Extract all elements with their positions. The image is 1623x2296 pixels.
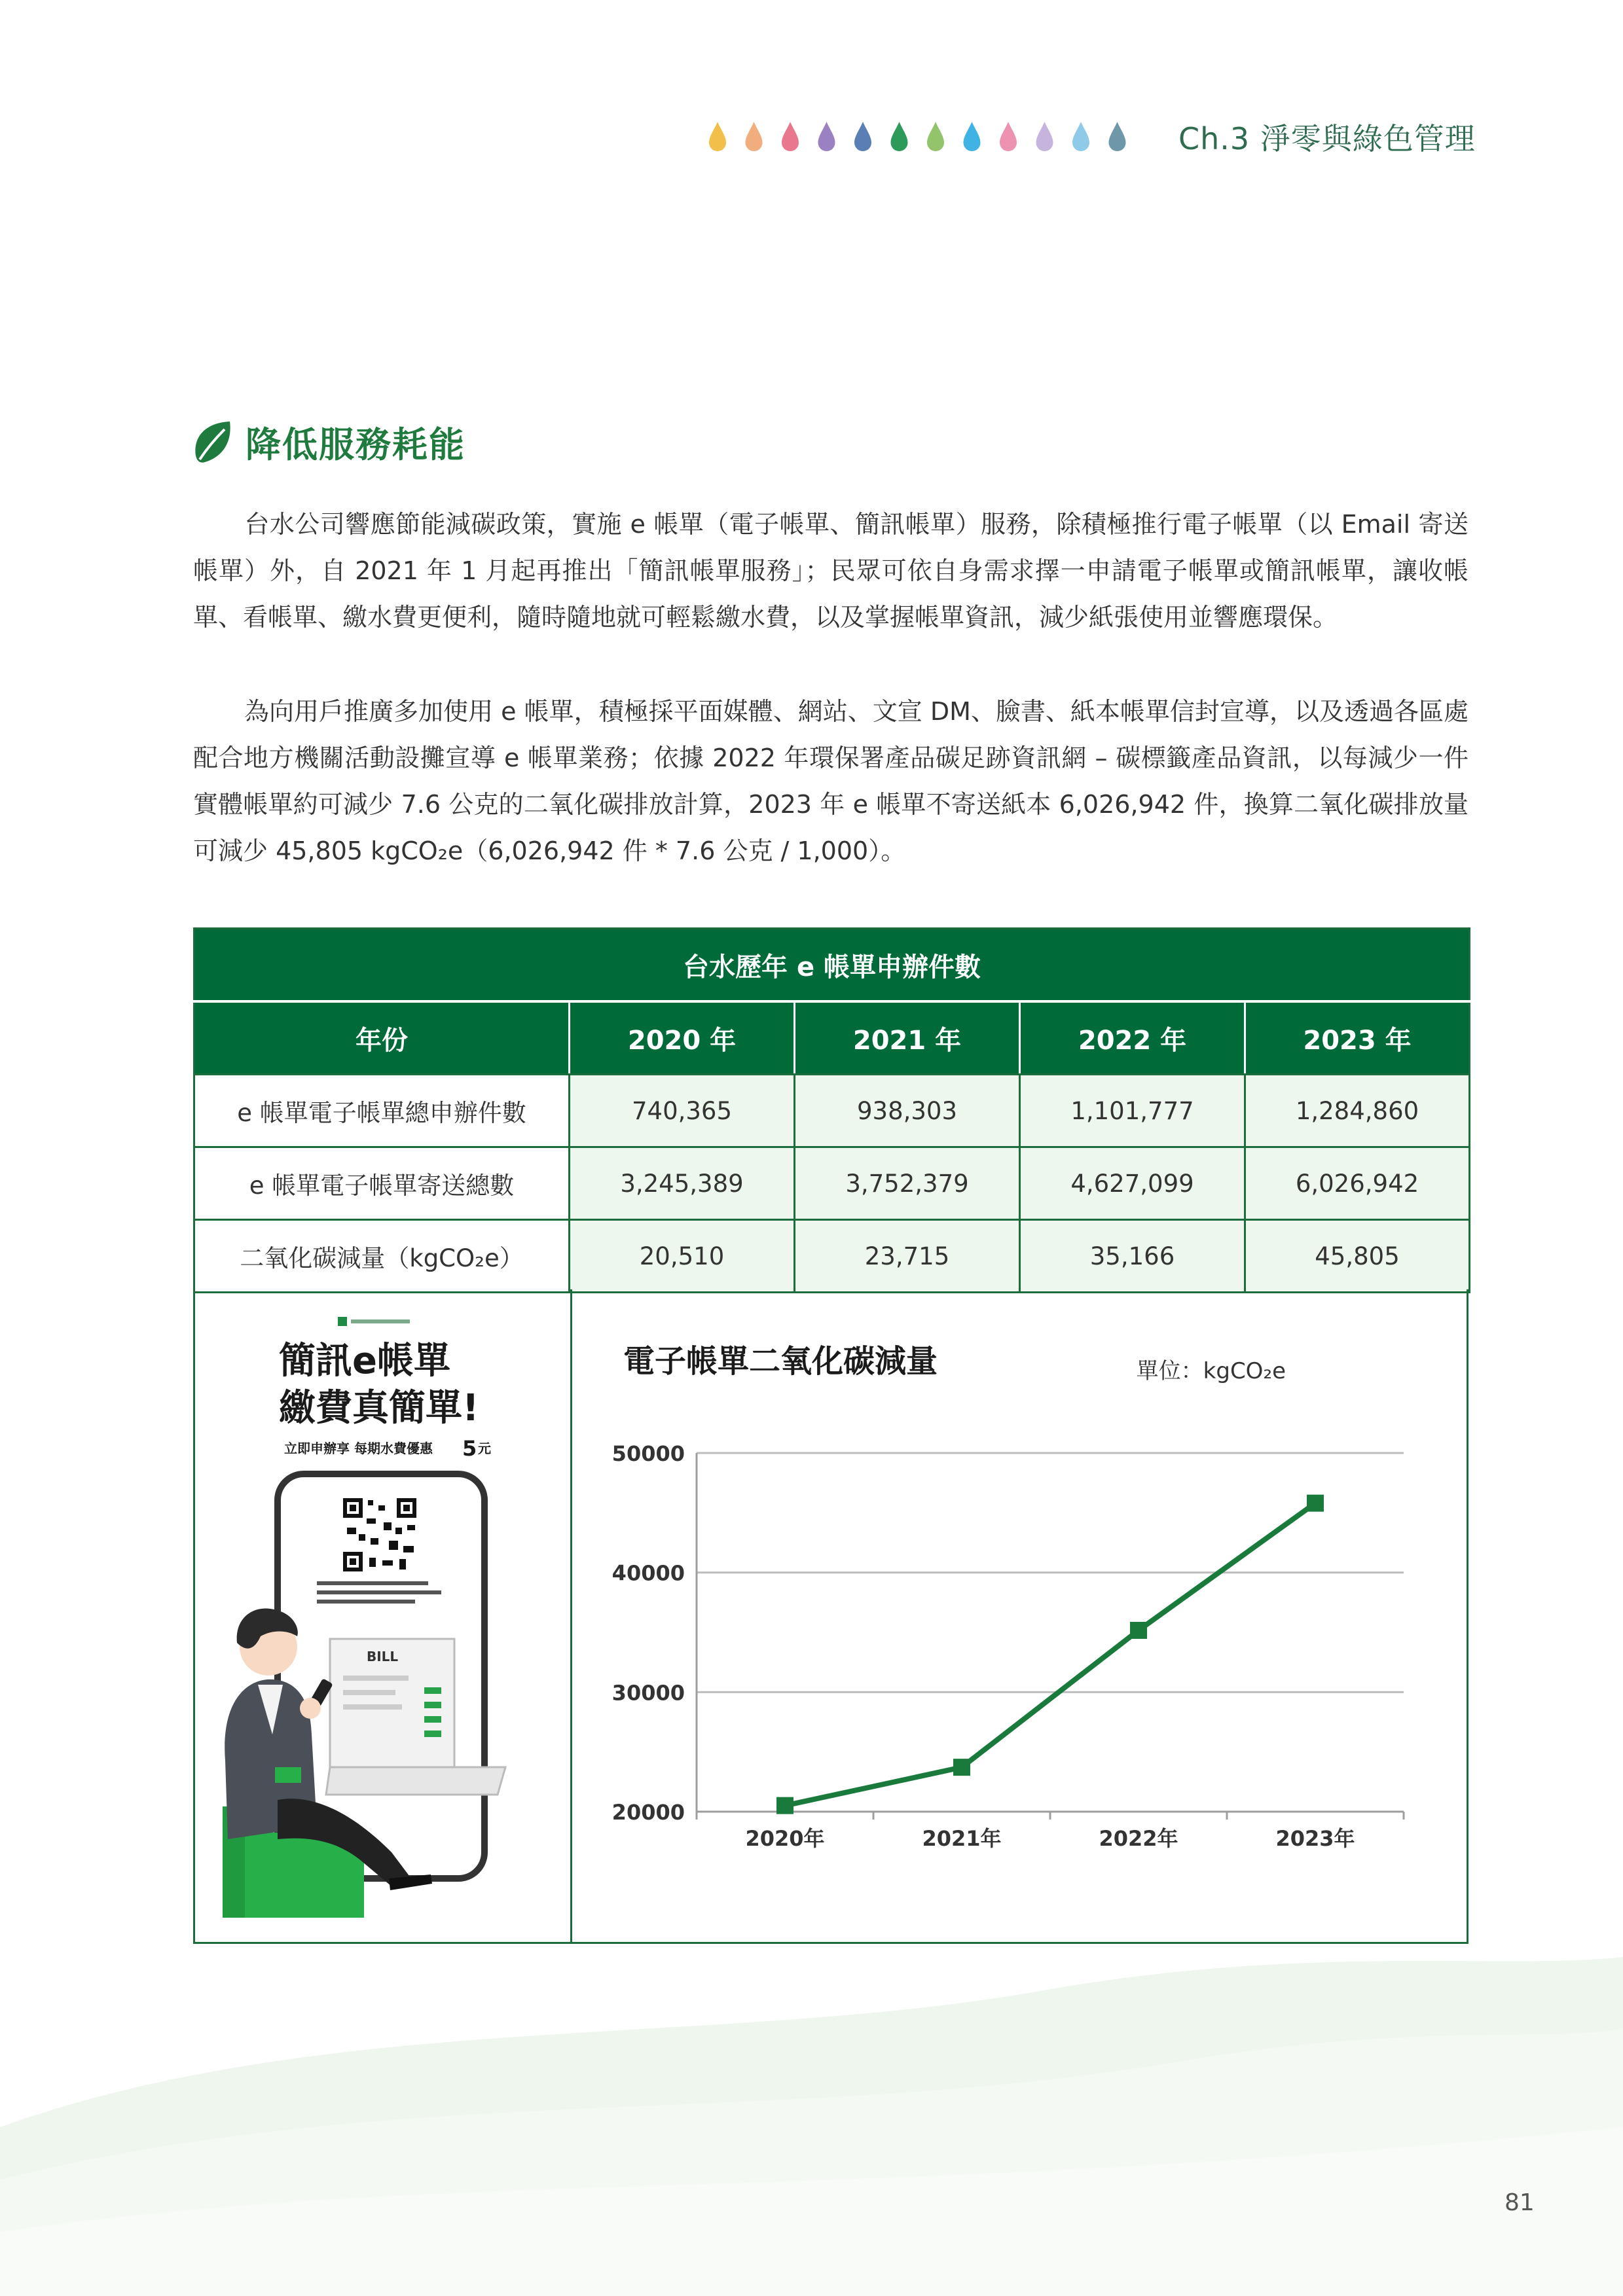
bottom-panel: [193, 1289, 1468, 1944]
table-header-2023: 2023 年: [1245, 1001, 1470, 1075]
x-tick-label: 2023年: [1275, 1826, 1355, 1851]
color-drop-icon: [818, 122, 835, 151]
data-point: [1130, 1622, 1147, 1639]
color-drop-icon: [927, 122, 944, 151]
color-drop-icon: [1109, 122, 1126, 151]
table-row: [194, 1220, 1470, 1293]
color-drop-icon: [746, 122, 763, 151]
x-tick-label: 2020年: [745, 1826, 825, 1851]
table-cell: 45,805: [1245, 1220, 1470, 1293]
chapter-title: Ch.3 淨零與綠色管理: [1178, 121, 1476, 156]
bill-label: BILL: [367, 1649, 399, 1664]
leaf-icon: [192, 419, 234, 465]
paragraph-2: [193, 689, 1468, 874]
table-cell: 938,303: [795, 1075, 1020, 1147]
table-row: [194, 1147, 1470, 1220]
poster-title-line1: 簡訊e帳單: [279, 1340, 450, 1382]
page-number: 81: [1504, 2189, 1535, 2216]
x-tick-label: 2021年: [922, 1826, 1002, 1851]
table-header-2022: 2022 年: [1020, 1001, 1245, 1075]
row-label: 二氧化碳減量（kgCO₂e）: [194, 1220, 570, 1293]
chart-gridlines: [697, 1453, 1404, 1812]
color-drop-icon: [709, 122, 726, 151]
poster-instruction-lines: [317, 1581, 441, 1604]
bill-paper-icon: [326, 1639, 505, 1795]
table-cell: 35,166: [1020, 1220, 1245, 1293]
y-tick-label: 50000: [611, 1441, 685, 1466]
company-logo-wordmark: [351, 1319, 410, 1323]
table-cell: 4,627,099: [1020, 1147, 1245, 1220]
table-cell: 1,284,860: [1245, 1075, 1470, 1147]
table-cell: 23,715: [795, 1220, 1020, 1293]
row-label: e 帳單電子帳單寄送總數: [194, 1147, 570, 1220]
table-cell: 3,245,389: [570, 1147, 795, 1220]
color-drop-icon: [854, 122, 871, 151]
background-wave-decoration: [0, 1931, 1623, 2296]
table-title: 台水歷年 e 帳單申辦件數: [194, 929, 1470, 1002]
chart-axes: [697, 1453, 1404, 1820]
data-point: [1307, 1495, 1324, 1512]
paragraph-1: [193, 501, 1468, 641]
chart-svg: [572, 1289, 1468, 1942]
color-drop-icon: [1072, 122, 1089, 151]
chart-unit-label: 單位：kgCO₂e: [1136, 1358, 1286, 1384]
table-row: [194, 1075, 1470, 1147]
poster-promo-text: 立即申辦享 每期水費優惠: [284, 1441, 433, 1456]
table-header-year: 年份: [194, 1001, 570, 1075]
poster-title-line2: 繳費真簡單!: [279, 1387, 479, 1429]
color-drop-icon: [891, 122, 908, 151]
chart-series: [776, 1495, 1324, 1814]
paragraph-1-text: 台水公司響應節能減碳政策，實施 e 帳單（電子帳單、簡訊帳單）服務，除積極推行電子帳單（以 Email 寄送帳單）外，自 2021 年 1 月起再推出「簡訊帳單服務」；民眾可依自身需求擇一申請電子帳單或簡訊帳單，讓收帳單、看帳單、繳水費更便利，隨時隨地就可輕鬆繳水費，以及掌握帳單資訊，減少紙張使用並響應環保。: [193, 510, 1468, 632]
y-tick-label: 40000: [611, 1560, 685, 1586]
color-drop-icon: [964, 122, 981, 151]
poster-promo-unit: 元: [478, 1441, 491, 1456]
chart-x-tick-labels: [745, 1826, 1355, 1851]
x-tick-label: 2022年: [1099, 1826, 1178, 1851]
table-cell: 740,365: [570, 1075, 795, 1147]
data-point: [953, 1759, 970, 1776]
color-drop-icon: [1000, 122, 1017, 151]
color-drop-icon: [1036, 122, 1053, 151]
table-cell: 6,026,942: [1245, 1147, 1470, 1220]
ebill-table: [193, 927, 1468, 1293]
section-heading: [192, 419, 465, 465]
table-cell: 20,510: [570, 1220, 795, 1293]
table-header-2021: 2021 年: [795, 1001, 1020, 1075]
header-color-drops: [707, 118, 1133, 157]
poster-illustration: [195, 1289, 570, 1942]
table-header-2020: 2020 年: [570, 1001, 795, 1075]
qr-code-icon: [342, 1498, 417, 1572]
y-tick-label: 30000: [611, 1680, 685, 1706]
chart-y-tick-labels: [612, 1441, 685, 1825]
poster-promo-amount: 5: [462, 1436, 477, 1461]
series-line: [785, 1503, 1315, 1806]
y-tick-label: 20000: [611, 1800, 685, 1825]
co2-reduction-chart: [572, 1289, 1468, 1942]
section-title: 降低服務耗能: [246, 423, 465, 465]
row-label: e 帳單電子帳單總申辦件數: [194, 1075, 570, 1147]
data-point: [776, 1797, 793, 1814]
color-drop-icon: [782, 122, 799, 151]
ebill-poster: [195, 1289, 572, 1942]
table-cell: 3,752,379: [795, 1147, 1020, 1220]
table-cell: 1,101,777: [1020, 1075, 1245, 1147]
paragraph-2-text: 為向用戶推廣多加使用 e 帳單，積極採平面媒體、網站、文宣 DM、臉書、紙本帳單信封宣導，以及透過各區處配合地方機關活動設攤宣導 e 帳單業務；依據 2022 年環保署產品碳足跡資訊網 – 碳標籤產品資訊，以每減少一件實體帳單約可減少 7.6 公克的二氧化碳排放計算，2023 年 e 帳單不寄送紙本 6,026,942 件，換算二氧化碳排放量可減少 45,805 kgCO₂e（6,026,942 件 * 7.6 公克 / 1,000）。: [193, 697, 1468, 865]
company-logo-icon: [338, 1317, 347, 1326]
chart-title: 電子帳單二氧化碳減量: [623, 1343, 938, 1380]
